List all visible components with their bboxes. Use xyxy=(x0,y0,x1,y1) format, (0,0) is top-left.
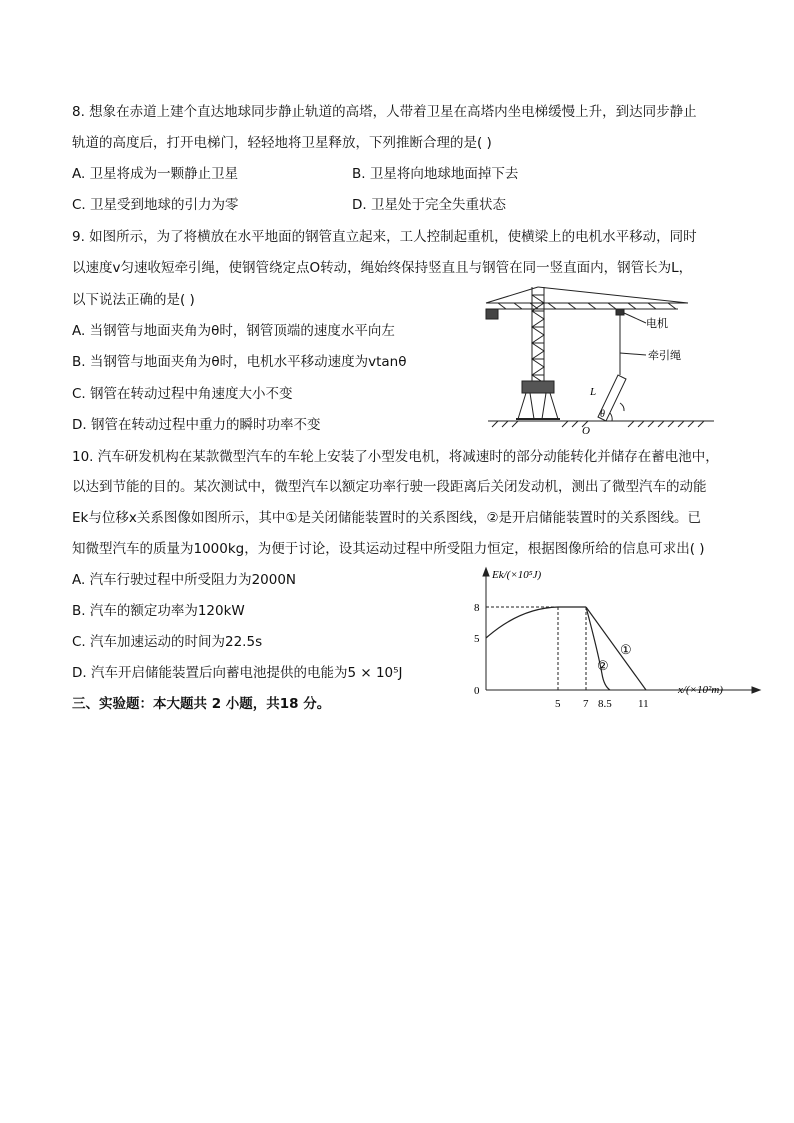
graph-y-tick-8: 8 xyxy=(474,602,480,614)
rope-label: 牵引绳 xyxy=(648,350,681,362)
q9-option-c: C. 钢管在转动过程中角速度大小不变 xyxy=(72,386,293,402)
q9-option-d: D. 钢管在转动过程中重力的瞬时功率不变 xyxy=(72,417,321,433)
curve-2-marker: ② xyxy=(597,658,609,673)
q8-option-d: D. 卫星处于完全失重状态 xyxy=(352,197,506,213)
curve-1-marker: ① xyxy=(620,642,632,657)
q9-stem-line1: 9. 如图所示，为了将横放在水平地面的钢管直立起来，工人控制起重机，使横梁上的电机水平移动，同时 xyxy=(72,229,697,245)
q9-option-a: A. 当钢管与地面夹角为θ时，钢管顶端的速度水平向左 xyxy=(72,323,395,339)
graph-y-tick-0: 0 xyxy=(474,685,480,697)
graph-x-tick-11: 11 xyxy=(638,698,649,710)
q8-option-b: B. 卫星将向地球地面掉下去 xyxy=(352,166,519,182)
q9-stem-line2: 以速度v匀速收短牵引绳，使钢管绕定点O转动，绳始终保持竖直且与钢管在同一竖直面内，钢管长为L， xyxy=(72,260,693,276)
graph-y-tick-5: 5 xyxy=(474,633,480,645)
angle-theta-label: θ xyxy=(600,409,605,420)
ek-x-graph xyxy=(470,562,770,710)
q10-stem-line1: 10. 汽车研发机构在某款微型汽车的车轮上安装了小型发电机，将减速时的部分动能转化并储存在蓄电池中， xyxy=(72,449,719,465)
motor-label: 电机 xyxy=(646,318,668,330)
q8-option-a: A. 卫星将成为一颗静止卫星 xyxy=(72,166,239,182)
section-3-heading: 三、实验题：本大题共 2 小题，共18 分。 xyxy=(72,696,331,712)
graph-x-tick-8-5: 8.5 xyxy=(598,698,612,710)
q8-stem-line2: 轨道的高度后，打开电梯门，轻轻地将卫星释放，下列推断合理的是( ) xyxy=(72,135,492,151)
q10-stem-line2: 以达到节能的目的。某次测试中，微型汽车以额定功率行驶一段距离后关闭发动机，测出了微型汽车的动能 xyxy=(72,479,707,495)
q10-stem-line4: 知微型汽车的质量为1000kg，为便于讨论，设其运动过程中所受阻力恒定，根据图像所给的信息可求出( ) xyxy=(72,541,705,557)
graph-x-tick-7: 7 xyxy=(583,698,589,710)
graph-x-tick-5: 5 xyxy=(555,698,561,710)
graph-y-axis-label: Ek/(×10⁵J) xyxy=(492,569,542,581)
q10-option-a: A. 汽车行驶过程中所受阻力为2000N xyxy=(72,572,297,588)
q10-option-b: B. 汽车的额定功率为120kW xyxy=(72,603,245,619)
pivot-o-label: O xyxy=(582,425,590,437)
q8-option-c: C. 卫星受到地球的引力为零 xyxy=(72,197,239,213)
pipe-length-label: L xyxy=(590,386,597,398)
q10-option-d: D. 汽车开启储能装置后向蓄电池提供的电能为5 × 10⁵J xyxy=(72,665,403,681)
graph-x-axis-label: x/(×10²m) xyxy=(678,684,723,696)
q8-stem-line1: 8. 想象在赤道上建个直达地球同步静止轨道的高塔，人带着卫星在高塔内坐电梯缓慢上升，到达同步静止 xyxy=(72,104,697,120)
q9-option-b: B. 当钢管与地面夹角为θ时，电机水平移动速度为vtanθ xyxy=(72,354,407,370)
q9-stem-line3: 以下说法正确的是( ) xyxy=(72,292,195,308)
q10-stem-line3: Ek与位移x关系图像如图所示，其中①是关闭储能装置时的关系图线，②是开启储能装置时的关系图线。已 xyxy=(72,510,702,526)
q10-option-c: C. 汽车加速运动的时间为22.5s xyxy=(72,634,263,650)
crane-figure xyxy=(478,283,718,439)
